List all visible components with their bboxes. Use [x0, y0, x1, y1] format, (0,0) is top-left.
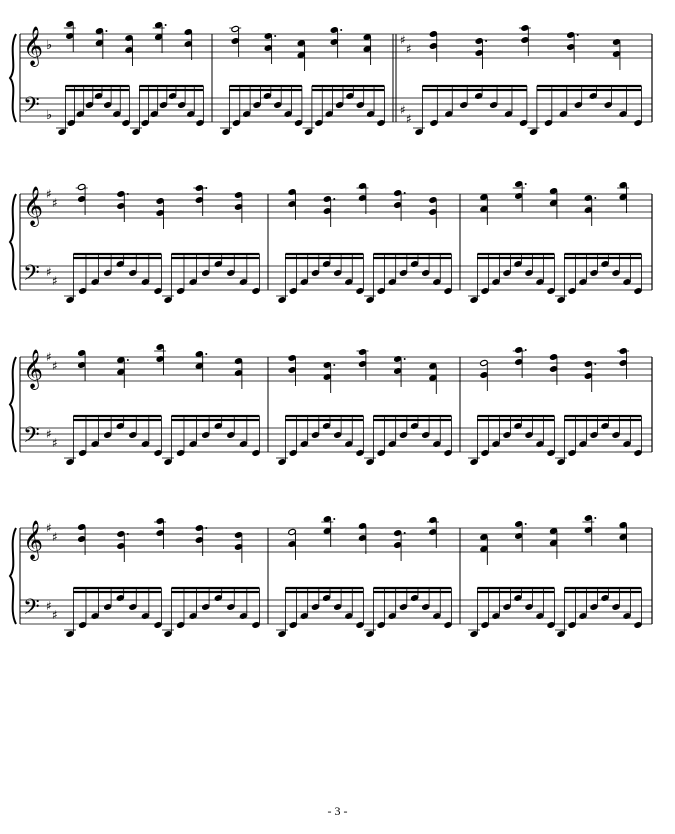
augmentation-dot: [404, 532, 406, 534]
notehead: [410, 594, 418, 601]
notehead: [222, 128, 230, 135]
augmentation-dot: [485, 40, 487, 42]
notehead: [345, 612, 353, 619]
notehead: [201, 269, 209, 276]
treble-clef: 𝄞: [23, 520, 44, 560]
notehead: [196, 119, 204, 126]
augmentation-dot: [594, 517, 596, 519]
notehead: [274, 101, 282, 108]
notehead: [91, 278, 99, 285]
notehead: [634, 287, 642, 294]
notehead: [141, 119, 149, 126]
notehead: [481, 287, 489, 294]
system-4: [10, 514, 652, 637]
notehead: [433, 278, 441, 285]
notehead: [189, 612, 197, 619]
augmentation-dot: [404, 192, 406, 194]
notehead: [103, 101, 111, 108]
notehead: [623, 278, 631, 285]
notehead: [470, 458, 478, 465]
notehead: [289, 287, 297, 294]
notehead: [481, 621, 489, 628]
notehead: [623, 612, 631, 619]
notehead: [388, 278, 396, 285]
notehead: [164, 458, 172, 465]
notehead: [289, 449, 297, 456]
sharp-sign: ♯: [52, 274, 58, 288]
notehead: [278, 296, 286, 303]
notehead: [300, 278, 308, 285]
augmentation-dot: [525, 349, 527, 351]
notehead: [103, 269, 111, 276]
notehead: [444, 621, 452, 628]
notehead: [227, 603, 235, 610]
sharp-sign: ♯: [52, 359, 58, 373]
augmentation-dot: [525, 523, 527, 525]
sharp-sign: ♯: [46, 350, 52, 364]
sharp-sign: ♯: [46, 265, 52, 279]
notehead: [168, 92, 176, 99]
notehead: [399, 431, 407, 438]
brace: [10, 194, 16, 290]
notehead: [489, 101, 497, 108]
augmentation-dot: [205, 527, 207, 529]
notehead: [481, 449, 489, 456]
sharp-sign: ♯: [52, 608, 58, 622]
notehead: [333, 603, 341, 610]
augmentation-dot: [577, 34, 579, 36]
notehead: [366, 630, 374, 637]
notehead: [129, 603, 137, 610]
notehead: [322, 260, 330, 267]
notehead: [78, 621, 86, 628]
flat-sign: ♭: [46, 38, 53, 53]
notehead: [103, 603, 111, 610]
notehead: [116, 260, 124, 267]
notehead: [113, 110, 121, 117]
notehead: [529, 128, 537, 135]
notehead: [176, 449, 184, 456]
notehead: [252, 287, 260, 294]
notehead: [356, 449, 364, 456]
notehead: [421, 603, 429, 610]
notehead: [322, 594, 330, 601]
sharp-sign: ♯: [400, 33, 406, 47]
notehead: [187, 110, 195, 117]
notehead: [557, 296, 565, 303]
notehead: [579, 440, 587, 447]
notehead: [263, 92, 271, 99]
sharp-sign: ♯: [400, 103, 406, 117]
notehead: [525, 431, 533, 438]
notehead: [325, 110, 333, 117]
notehead: [444, 287, 452, 294]
notehead: [433, 440, 441, 447]
notehead: [410, 260, 418, 267]
notehead: [333, 431, 341, 438]
notehead: [410, 422, 418, 429]
notehead: [547, 449, 555, 456]
augmentation-dot: [404, 358, 406, 360]
notehead: [547, 287, 555, 294]
augmentation-dot: [205, 353, 207, 355]
notehead: [601, 594, 609, 601]
notehead: [492, 278, 500, 285]
notehead: [67, 119, 75, 126]
system-1: [10, 20, 652, 135]
notehead: [388, 440, 396, 447]
notehead: [346, 92, 354, 99]
notehead: [164, 630, 172, 637]
notehead: [189, 278, 197, 285]
notehead: [94, 92, 102, 99]
notehead: [300, 612, 308, 619]
notehead: [579, 612, 587, 619]
notehead: [311, 603, 319, 610]
notehead: [214, 422, 222, 429]
notehead: [300, 440, 308, 447]
bass-clef: 𝄢: [23, 261, 40, 291]
notehead: [129, 269, 137, 276]
bass-clef: 𝄢: [23, 423, 40, 453]
notehead: [58, 128, 66, 135]
notehead: [239, 440, 247, 447]
notehead: [289, 621, 297, 628]
notehead: [253, 101, 261, 108]
notehead: [315, 119, 323, 126]
notehead: [132, 128, 140, 135]
notehead: [568, 621, 576, 628]
notehead: [154, 449, 162, 456]
notehead: [634, 449, 642, 456]
notehead: [503, 269, 511, 276]
brace: [10, 34, 16, 122]
notehead: [433, 612, 441, 619]
notehead: [421, 431, 429, 438]
notehead: [519, 119, 527, 126]
notehead: [470, 630, 478, 637]
augmentation-dot: [127, 533, 129, 535]
notehead: [284, 110, 292, 117]
notehead: [311, 269, 319, 276]
notehead: [415, 128, 423, 135]
notehead: [474, 92, 482, 99]
notehead: [150, 110, 158, 117]
notehead: [559, 110, 567, 117]
augmentation-dot: [333, 198, 335, 200]
notehead: [590, 431, 598, 438]
system-3: [10, 343, 652, 465]
notehead: [525, 603, 533, 610]
sharp-sign: ♯: [52, 196, 58, 210]
notehead: [242, 110, 250, 117]
notehead: [76, 110, 84, 117]
sharp-sign: ♯: [46, 521, 52, 535]
notehead: [514, 422, 522, 429]
augmentation-dot: [165, 24, 167, 26]
notehead: [557, 630, 565, 637]
augmentation-dot: [525, 183, 527, 185]
notehead: [612, 603, 620, 610]
notehead: [399, 603, 407, 610]
notehead: [504, 110, 512, 117]
notehead: [366, 296, 374, 303]
notehead: [116, 594, 124, 601]
notehead: [78, 449, 86, 456]
notehead: [356, 101, 364, 108]
notehead: [214, 594, 222, 601]
notehead: [141, 440, 149, 447]
treble-clef: 𝄞: [23, 186, 44, 226]
treble-clef: 𝄞: [23, 349, 44, 389]
notehead: [214, 260, 222, 267]
notehead: [311, 431, 319, 438]
notehead: [492, 612, 500, 619]
notehead: [514, 260, 522, 267]
notehead: [612, 431, 620, 438]
notehead: [634, 119, 642, 126]
notehead: [103, 431, 111, 438]
notehead: [444, 449, 452, 456]
notehead: [345, 440, 353, 447]
notehead: [333, 269, 341, 276]
notehead: [239, 612, 247, 619]
augmentation-dot: [340, 29, 342, 31]
notehead: [579, 278, 587, 285]
notehead: [377, 621, 385, 628]
notehead: [201, 431, 209, 438]
augmentation-dot: [274, 35, 276, 37]
sharp-sign: ♯: [52, 530, 58, 544]
notehead: [239, 278, 247, 285]
notehead: [227, 269, 235, 276]
page-number: - 3 -: [327, 804, 348, 818]
notehead: [322, 422, 330, 429]
notehead: [278, 458, 286, 465]
notehead: [366, 458, 374, 465]
augmentation-dot: [594, 197, 596, 199]
notehead: [122, 119, 130, 126]
sharp-sign: ♯: [46, 187, 52, 201]
notehead: [294, 119, 302, 126]
treble-clef: 𝄞: [23, 26, 44, 66]
notehead: [345, 278, 353, 285]
notehead: [278, 630, 286, 637]
notehead: [141, 278, 149, 285]
notehead: [377, 119, 385, 126]
notehead: [164, 296, 172, 303]
sharp-sign: ♯: [406, 42, 412, 56]
notehead: [129, 431, 137, 438]
brace: [10, 357, 16, 452]
notehead: [66, 458, 74, 465]
augmentation-dot: [127, 359, 129, 361]
notehead: [544, 119, 552, 126]
notehead: [612, 269, 620, 276]
notehead: [547, 621, 555, 628]
sharp-sign: ♯: [406, 112, 412, 126]
notehead: [460, 101, 468, 108]
notehead: [85, 101, 93, 108]
notehead: [366, 110, 374, 117]
notehead: [377, 449, 385, 456]
notehead: [445, 110, 453, 117]
notehead: [492, 440, 500, 447]
notehead: [377, 287, 385, 294]
notehead: [66, 630, 74, 637]
notehead: [589, 92, 597, 99]
notehead: [189, 440, 197, 447]
sharp-sign: ♯: [46, 599, 52, 613]
notehead: [568, 287, 576, 294]
notehead: [159, 101, 167, 108]
notehead: [177, 101, 185, 108]
augmentation-dot: [205, 187, 207, 189]
notehead: [574, 101, 582, 108]
notehead: [525, 269, 533, 276]
notehead: [399, 269, 407, 276]
sharp-sign: ♯: [52, 436, 58, 450]
notehead: [154, 287, 162, 294]
notehead: [388, 612, 396, 619]
notehead: [201, 603, 209, 610]
notehead: [252, 449, 260, 456]
notehead: [430, 119, 438, 126]
augmentation-dot: [333, 364, 335, 366]
notehead: [252, 621, 260, 628]
notehead: [536, 612, 544, 619]
notehead: [503, 603, 511, 610]
notehead: [623, 440, 631, 447]
notehead: [634, 621, 642, 628]
notehead: [91, 440, 99, 447]
augmentation-dot: [127, 193, 129, 195]
notehead: [335, 101, 343, 108]
notehead: [601, 260, 609, 267]
sharp-sign: ♯: [46, 427, 52, 441]
notehead: [356, 621, 364, 628]
augmentation-dot: [333, 518, 335, 520]
notehead: [590, 603, 598, 610]
notehead: [116, 422, 124, 429]
notehead: [91, 612, 99, 619]
bass-clef: 𝄢: [23, 93, 40, 123]
notehead: [568, 449, 576, 456]
notehead: [590, 269, 598, 276]
notehead: [232, 119, 240, 126]
notehead: [601, 422, 609, 429]
notehead: [536, 440, 544, 447]
notehead: [154, 621, 162, 628]
notehead: [66, 296, 74, 303]
system-2: [10, 180, 652, 303]
notehead: [141, 612, 149, 619]
notehead: [470, 296, 478, 303]
notehead: [304, 128, 312, 135]
flat-sign: ♭: [46, 108, 53, 123]
notehead: [557, 458, 565, 465]
notehead: [227, 431, 235, 438]
brace: [10, 528, 16, 624]
notehead: [176, 287, 184, 294]
notehead: [604, 101, 612, 108]
notehead: [536, 278, 544, 285]
notehead: [356, 287, 364, 294]
augmentation-dot: [594, 363, 596, 365]
notehead: [421, 269, 429, 276]
notehead: [503, 431, 511, 438]
augmentation-dot: [105, 30, 107, 32]
notehead: [78, 287, 86, 294]
notehead: [619, 110, 627, 117]
notehead: [514, 594, 522, 601]
bass-clef: 𝄢: [23, 595, 40, 625]
notehead: [176, 621, 184, 628]
